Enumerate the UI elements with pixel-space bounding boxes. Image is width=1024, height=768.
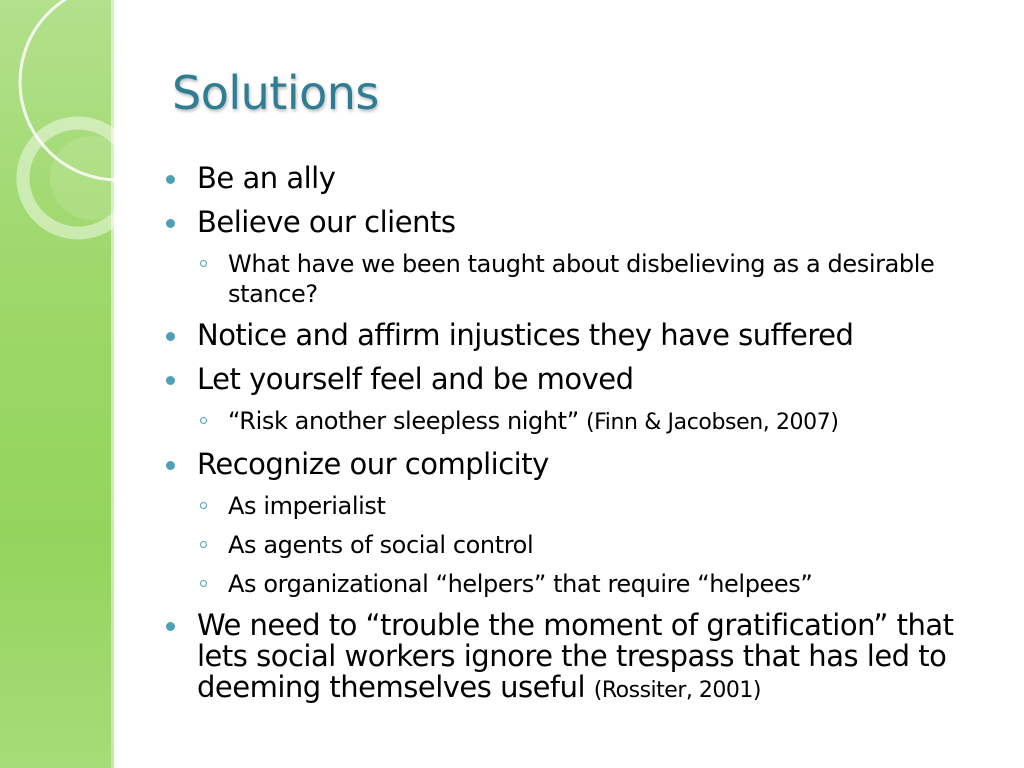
bullet-text: Believe our clients [197,205,456,239]
sub-bullet-text: “Risk another sleepless night” [228,407,579,435]
sub-bullet-item [166,530,986,560]
bullet-text: We need to “trouble the moment of gratification” that lets social workers ignore the trespass that has led to deeming themselves useful [197,608,954,704]
bullet-item [166,610,986,706]
decorative-side-band [0,0,114,768]
bullet-dot-icon [166,461,175,470]
sub-bullet-item [166,491,986,521]
bullet-list [166,163,986,719]
sub-bullet-text: As organizational “helpers” that require “helpees” [228,570,813,598]
bullet-text: Be an ally [197,161,336,195]
sub-bullet-text: What have we been taught about disbelieving as a desirable stance? [228,250,935,308]
sub-bullet-item [166,406,986,438]
bullet-dot-icon [166,376,175,385]
sub-bullet-ring-icon [200,541,207,548]
sub-bullet-item [166,249,986,309]
bullet-item [166,364,986,395]
bullet-text: Recognize our complicity [197,447,549,481]
slide-title: Solutions [172,66,379,120]
sub-bullet-text: As imperialist [228,492,386,520]
bullet-text: Notice and affirm injustices they have suffered [197,318,854,352]
citation: (Rossiter, 2001) [593,678,761,703]
bullet-item [166,207,986,238]
sub-bullet-ring-icon [200,502,207,509]
bullet-dot-icon [166,622,175,631]
sub-bullet-ring-icon [200,417,207,424]
sub-bullet-text: As agents of social control [228,531,534,559]
bullet-item [166,320,986,351]
sub-bullet-ring-icon [200,260,207,267]
bullet-item [166,163,986,194]
citation: (Finn & Jacobsen, 2007) [585,410,839,435]
bullet-item [166,449,986,480]
bullet-dot-icon [166,219,175,228]
sub-bullet-item [166,569,986,599]
sub-bullet-ring-icon [200,580,207,587]
bullet-text: Let yourself feel and be moved [197,362,634,396]
bullet-dot-icon [166,175,175,184]
bullet-dot-icon [166,332,175,341]
